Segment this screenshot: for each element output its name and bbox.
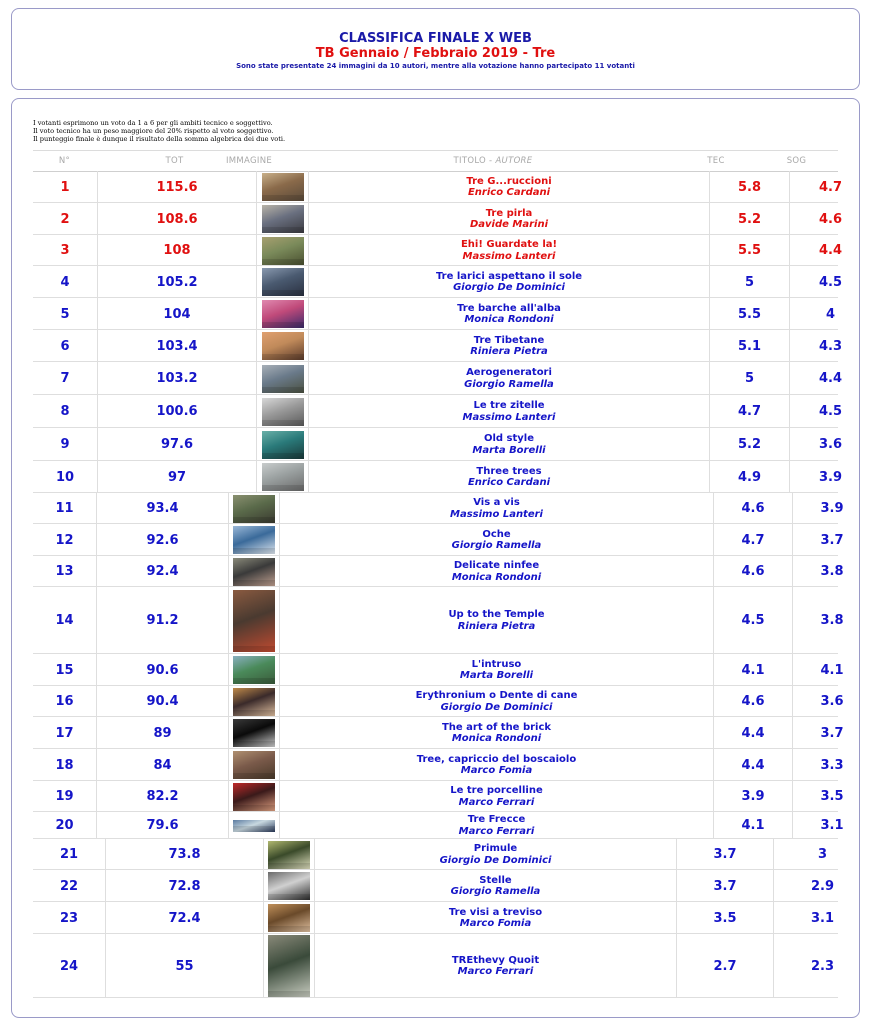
title-cell bbox=[308, 395, 709, 428]
tec-cell: 4.6 bbox=[713, 493, 792, 524]
image-cell bbox=[228, 524, 279, 556]
sog-cell: 2.9 bbox=[773, 870, 871, 902]
sog-cell: 3.9 bbox=[792, 493, 871, 524]
tec-cell: 5 bbox=[709, 362, 789, 395]
image-cell bbox=[256, 330, 308, 362]
photo-author: Massimo Lanteri bbox=[450, 508, 543, 520]
photo-title: Tre visi a treviso bbox=[448, 906, 543, 918]
image-cell bbox=[256, 171, 308, 203]
tot-cell: 84 bbox=[96, 749, 228, 781]
rank-cell: 16 bbox=[55, 694, 74, 709]
table-row bbox=[33, 556, 844, 587]
tec-cell: 5.2 bbox=[709, 428, 789, 461]
photo-author: Giorgio Ramella bbox=[451, 540, 542, 551]
header-title bbox=[277, 151, 709, 171]
photo-thumbnail[interactable] bbox=[233, 590, 275, 652]
sog-cell: 3.6 bbox=[789, 428, 871, 461]
tot-cell: 93.4 bbox=[96, 493, 228, 524]
title-cell bbox=[279, 686, 713, 717]
photo-author: Giorgio De Dominici bbox=[453, 282, 565, 293]
title-cell bbox=[314, 934, 676, 998]
title-cell bbox=[308, 235, 709, 266]
title-cell bbox=[308, 266, 709, 298]
sog-cell: 4.1 bbox=[792, 654, 871, 686]
tot-cell: 90.4 bbox=[96, 686, 228, 717]
header-title-label: TITOLO - bbox=[453, 156, 496, 166]
image-cell bbox=[228, 781, 279, 812]
sog-cell: 3.6 bbox=[792, 686, 871, 717]
photo-thumbnail[interactable] bbox=[262, 268, 304, 296]
photo-thumbnail[interactable] bbox=[268, 935, 310, 997]
table-row bbox=[33, 686, 844, 717]
image-cell bbox=[256, 235, 308, 266]
intro-line: Il voto tecnico ha un peso maggiore del 20% rispetto al voto soggettivo. bbox=[33, 127, 274, 135]
title-cell bbox=[279, 749, 713, 781]
sog-cell: 4.7 bbox=[789, 171, 871, 203]
rank-cell: 19 bbox=[55, 789, 74, 804]
rank-cell: 18 bbox=[55, 757, 74, 773]
image-cell bbox=[228, 493, 279, 524]
header-tot: TOT bbox=[165, 156, 184, 166]
table-row bbox=[33, 330, 843, 362]
tec-cell: 4.1 bbox=[713, 654, 792, 686]
tot-cell: 108 bbox=[97, 235, 256, 266]
rank-cell: 20 bbox=[55, 818, 74, 833]
title-cell bbox=[308, 171, 709, 203]
photo-title: Le tre zitelle bbox=[473, 400, 545, 411]
photo-author: Giorgio Ramella bbox=[464, 378, 554, 390]
photo-author: Enrico Cardani bbox=[467, 187, 551, 198]
tot-cell: 97.6 bbox=[97, 428, 256, 461]
sog-cell: 3.5 bbox=[792, 781, 871, 812]
title-cell bbox=[279, 556, 713, 587]
photo-thumbnail[interactable] bbox=[262, 398, 304, 426]
photo-title: Tre Tibetane bbox=[473, 334, 545, 346]
image-cell bbox=[228, 749, 279, 781]
photo-thumbnail[interactable] bbox=[268, 904, 310, 932]
photo-author: Marco Ferrari bbox=[458, 796, 535, 808]
page-title: CLASSIFICA FINALE X WEB bbox=[339, 31, 532, 46]
tec-cell: 3.7 bbox=[676, 839, 773, 870]
photo-title: Primule bbox=[473, 843, 518, 854]
tot-cell: 79.6 bbox=[96, 812, 228, 839]
title-cell bbox=[279, 717, 713, 749]
sog-cell: 4.6 bbox=[789, 203, 871, 235]
image-cell bbox=[263, 902, 314, 934]
table-row bbox=[33, 362, 843, 395]
photo-title: Le tre porcelline bbox=[450, 785, 543, 796]
photo-thumbnail[interactable] bbox=[262, 237, 304, 265]
page-subtitle: TB Gennaio / Febbraio 2019 - Tre bbox=[315, 46, 556, 61]
title-cell bbox=[314, 870, 676, 902]
tec-cell: 2.7 bbox=[676, 934, 773, 998]
table-row bbox=[33, 235, 843, 266]
image-cell bbox=[256, 298, 308, 330]
tec-cell: 4.7 bbox=[709, 395, 789, 428]
photo-title: Tre pirla bbox=[485, 207, 533, 219]
photo-author: Monica Rondoni bbox=[451, 733, 542, 744]
rank-cell: 21 bbox=[59, 847, 79, 862]
tot-cell: 103.2 bbox=[97, 362, 256, 395]
photo-title: Delicate ninfee bbox=[453, 560, 540, 571]
photo-thumbnail[interactable] bbox=[233, 688, 275, 716]
tec-cell: 4.6 bbox=[713, 556, 792, 587]
sog-cell: 4.5 bbox=[789, 266, 871, 298]
tot-cell: 105.2 bbox=[97, 266, 256, 298]
header-rank: N° bbox=[58, 156, 71, 166]
tot-cell: 82.2 bbox=[96, 781, 228, 812]
table-row bbox=[33, 461, 843, 493]
image-cell bbox=[256, 395, 308, 428]
photo-author: Giorgio Ramella bbox=[450, 886, 541, 897]
page-note: Sono state presentate 24 immagini da 10 autori, mentre alla votazione hanno partecipato 11 votanti bbox=[236, 62, 635, 70]
photo-thumbnail[interactable] bbox=[233, 656, 275, 684]
tot-cell: 92.6 bbox=[96, 524, 228, 556]
rank-cell: 8 bbox=[60, 404, 70, 419]
sog-cell: 3.9 bbox=[789, 461, 871, 493]
image-cell bbox=[263, 934, 314, 998]
title-cell bbox=[308, 298, 709, 330]
table-row bbox=[33, 493, 844, 524]
tot-cell: 55 bbox=[105, 934, 263, 998]
photo-author: Riniera Pietra bbox=[457, 620, 536, 632]
rank-cell: 13 bbox=[55, 564, 74, 579]
rank-cell: 22 bbox=[59, 878, 79, 894]
sog-cell: 4.4 bbox=[789, 362, 871, 395]
photo-title: Tree, capriccio del boscaiolo bbox=[416, 753, 577, 765]
photo-title: Three trees bbox=[476, 465, 542, 477]
photo-title: Tre Frecce bbox=[467, 814, 526, 825]
tec-cell: 4.4 bbox=[713, 749, 792, 781]
photo-title: TREthevy Quoit bbox=[451, 954, 540, 966]
photo-author: Giorgio De Dominici bbox=[440, 701, 553, 713]
table-row bbox=[33, 717, 844, 749]
rank-cell: 6 bbox=[60, 338, 70, 354]
table-row bbox=[33, 171, 843, 203]
rank-cell: 12 bbox=[55, 532, 74, 548]
photo-title: L'intruso bbox=[471, 658, 522, 670]
photo-title: Tre barche all'alba bbox=[457, 302, 561, 314]
table-row bbox=[33, 781, 844, 812]
sog-cell: 3 bbox=[773, 839, 871, 870]
table-row bbox=[33, 587, 844, 654]
photo-title: Old style bbox=[483, 433, 535, 444]
table-row bbox=[33, 902, 838, 934]
photo-author: Marco Ferrari bbox=[457, 966, 534, 977]
rank-cell: 11 bbox=[55, 501, 74, 516]
photo-thumbnail[interactable] bbox=[262, 205, 304, 233]
rank-cell: 1 bbox=[60, 179, 70, 195]
rank-cell: 17 bbox=[55, 725, 74, 741]
image-cell bbox=[228, 654, 279, 686]
title-cell bbox=[308, 461, 709, 493]
image-cell bbox=[228, 587, 279, 654]
photo-thumbnail[interactable] bbox=[233, 820, 275, 832]
tec-cell: 5 bbox=[709, 266, 789, 298]
rank-cell: 9 bbox=[60, 437, 70, 452]
table-row bbox=[33, 934, 838, 998]
title-cell bbox=[279, 812, 713, 839]
title-cell bbox=[279, 654, 713, 686]
photo-title: Oche bbox=[482, 528, 511, 540]
rank-cell: 10 bbox=[55, 469, 75, 485]
tec-cell: 4.6 bbox=[713, 686, 792, 717]
photo-thumbnail[interactable] bbox=[262, 300, 304, 328]
photo-author: Monica Rondoni bbox=[464, 314, 554, 325]
tec-cell: 4.5 bbox=[713, 587, 792, 654]
tot-cell: 92.4 bbox=[96, 556, 228, 587]
photo-thumbnail[interactable] bbox=[262, 463, 304, 491]
image-cell bbox=[256, 461, 308, 493]
tot-cell: 103.4 bbox=[97, 330, 256, 362]
tec-cell: 3.7 bbox=[676, 870, 773, 902]
row-divider bbox=[33, 997, 838, 998]
photo-thumbnail[interactable] bbox=[233, 751, 275, 779]
photo-title: The art of the brick bbox=[441, 721, 552, 733]
intro-text bbox=[33, 119, 285, 143]
rank-cell: 4 bbox=[60, 274, 70, 290]
sog-cell: 4.5 bbox=[789, 395, 871, 428]
rank-cell: 23 bbox=[59, 910, 79, 926]
photo-author: Giorgio De Dominici bbox=[439, 854, 552, 866]
title-cell bbox=[314, 902, 676, 934]
table-row bbox=[33, 298, 838, 330]
table-row bbox=[33, 428, 843, 461]
photo-thumbnail[interactable] bbox=[262, 431, 304, 459]
photo-title: Aerogeneratori bbox=[466, 367, 552, 378]
tec-cell: 5.5 bbox=[709, 298, 789, 330]
tec-cell: 5.5 bbox=[709, 235, 789, 266]
title-cell bbox=[308, 203, 709, 235]
rank-cell: 24 bbox=[59, 958, 79, 974]
tec-cell: 5.8 bbox=[709, 171, 789, 203]
tot-cell: 72.4 bbox=[105, 902, 263, 934]
tec-cell: 4.4 bbox=[713, 717, 792, 749]
rank-cell: 7 bbox=[60, 371, 70, 386]
table-row bbox=[33, 266, 843, 298]
sog-cell: 4.3 bbox=[789, 330, 871, 362]
title-cell bbox=[279, 781, 713, 812]
photo-author: Riniera Pietra bbox=[470, 346, 548, 357]
tot-cell: 108.6 bbox=[97, 203, 256, 235]
photo-thumbnail[interactable] bbox=[233, 719, 275, 747]
sog-cell: 3.8 bbox=[792, 587, 871, 654]
photo-title: Up to the Temple bbox=[448, 609, 545, 620]
rank-cell: 14 bbox=[55, 613, 74, 628]
tec-cell: 3.5 bbox=[676, 902, 773, 934]
header-image: IMMAGINE bbox=[225, 156, 273, 166]
photo-author: Davide Marini bbox=[469, 219, 549, 230]
sog-cell: 4.4 bbox=[789, 235, 871, 266]
tot-cell: 91.2 bbox=[96, 587, 228, 654]
table-row bbox=[33, 524, 844, 556]
tec-cell: 3.9 bbox=[713, 781, 792, 812]
photo-thumbnail[interactable] bbox=[233, 495, 275, 523]
photo-thumbnail[interactable] bbox=[233, 526, 275, 554]
image-cell bbox=[256, 203, 308, 235]
photo-author: Marta Borelli bbox=[472, 444, 546, 456]
sog-cell: 3.1 bbox=[792, 812, 871, 839]
title-cell bbox=[308, 362, 709, 395]
tot-cell: 72.8 bbox=[105, 870, 263, 902]
photo-thumbnail[interactable] bbox=[233, 558, 275, 586]
tot-cell: 100.6 bbox=[97, 395, 256, 428]
tot-cell: 90.6 bbox=[96, 654, 228, 686]
rank-cell: 2 bbox=[60, 211, 70, 227]
sog-cell: 3.3 bbox=[792, 749, 871, 781]
title-cell bbox=[308, 330, 709, 362]
tec-cell: 4.7 bbox=[713, 524, 792, 556]
tot-cell: 89 bbox=[96, 717, 228, 749]
rank-cell: 3 bbox=[60, 243, 70, 258]
image-cell bbox=[228, 812, 279, 839]
photo-author: Marco Fomia bbox=[460, 765, 533, 776]
intro-line: I votanti esprimono un voto da 1 a 6 per gli ambiti tecnico e soggettivo. bbox=[33, 119, 273, 127]
rank-cell: 5 bbox=[60, 306, 70, 322]
image-cell bbox=[228, 556, 279, 587]
photo-title: Tre larici aspettano il sole bbox=[435, 270, 583, 282]
photo-author: Massimo Lanteri bbox=[462, 250, 556, 262]
photo-author: Marco Ferrari bbox=[458, 825, 535, 837]
photo-title: Erythronium o Dente di cane bbox=[415, 690, 578, 701]
intro-line: Il punteggio finale è dunque il risultato della somma algebrica dei due voti. bbox=[33, 135, 286, 143]
table-row bbox=[33, 749, 844, 781]
header-tec: TEC bbox=[707, 156, 725, 166]
table-header bbox=[33, 150, 838, 172]
image-cell bbox=[256, 362, 308, 395]
photo-author: Marco Fomia bbox=[459, 918, 532, 929]
tec-cell: 5.1 bbox=[709, 330, 789, 362]
tot-cell: 97 bbox=[97, 461, 256, 493]
title-cell bbox=[308, 428, 709, 461]
tec-cell: 4.1 bbox=[713, 812, 792, 839]
image-cell bbox=[228, 717, 279, 749]
photo-thumbnail[interactable] bbox=[262, 173, 304, 201]
header-panel bbox=[11, 8, 860, 90]
tot-cell: 104 bbox=[97, 298, 256, 330]
title-cell bbox=[279, 587, 713, 654]
image-cell bbox=[228, 686, 279, 717]
photo-thumbnail[interactable] bbox=[262, 365, 304, 393]
title-cell bbox=[279, 493, 713, 524]
table-row bbox=[33, 395, 843, 428]
image-cell bbox=[256, 266, 308, 298]
image-cell bbox=[256, 428, 308, 461]
tec-cell: 5.2 bbox=[709, 203, 789, 235]
photo-author: Monica Rondoni bbox=[451, 571, 542, 583]
photo-thumbnail[interactable] bbox=[268, 872, 310, 900]
sog-cell: 2.3 bbox=[773, 934, 871, 998]
photo-title: Tre G...ruccioni bbox=[466, 175, 552, 187]
photo-title: Vis a vis bbox=[473, 497, 520, 508]
sog-cell: 3.7 bbox=[792, 524, 871, 556]
photo-title: Ehi! Guardate la! bbox=[460, 239, 558, 250]
sog-cell: 3.8 bbox=[792, 556, 871, 587]
photo-title: Stelle bbox=[479, 874, 512, 886]
photo-thumbnail[interactable] bbox=[262, 332, 304, 360]
photo-author: Massimo Lanteri bbox=[462, 411, 556, 423]
title-cell bbox=[279, 524, 713, 556]
title-cell bbox=[314, 839, 676, 870]
header-sog: SOG bbox=[786, 156, 807, 166]
sog-cell: 3.7 bbox=[792, 717, 871, 749]
table-row bbox=[33, 870, 838, 902]
header-author-label: AUTORE bbox=[495, 156, 533, 166]
tot-cell: 115.6 bbox=[97, 171, 256, 203]
sog-cell: 4 bbox=[789, 298, 871, 330]
photo-author: Marta Borelli bbox=[459, 670, 534, 681]
table-row bbox=[33, 812, 844, 839]
image-cell bbox=[263, 870, 314, 902]
tot-cell: 73.8 bbox=[105, 839, 263, 870]
photo-thumbnail[interactable] bbox=[268, 841, 310, 869]
table-row bbox=[33, 839, 838, 870]
rank-cell: 15 bbox=[55, 662, 74, 678]
photo-thumbnail[interactable] bbox=[233, 783, 275, 811]
image-cell bbox=[263, 839, 314, 870]
table-row bbox=[33, 654, 844, 686]
tec-cell: 4.9 bbox=[709, 461, 789, 493]
sog-cell: 3.1 bbox=[773, 902, 871, 934]
photo-author: Enrico Cardani bbox=[467, 477, 551, 488]
table-row bbox=[33, 203, 843, 235]
